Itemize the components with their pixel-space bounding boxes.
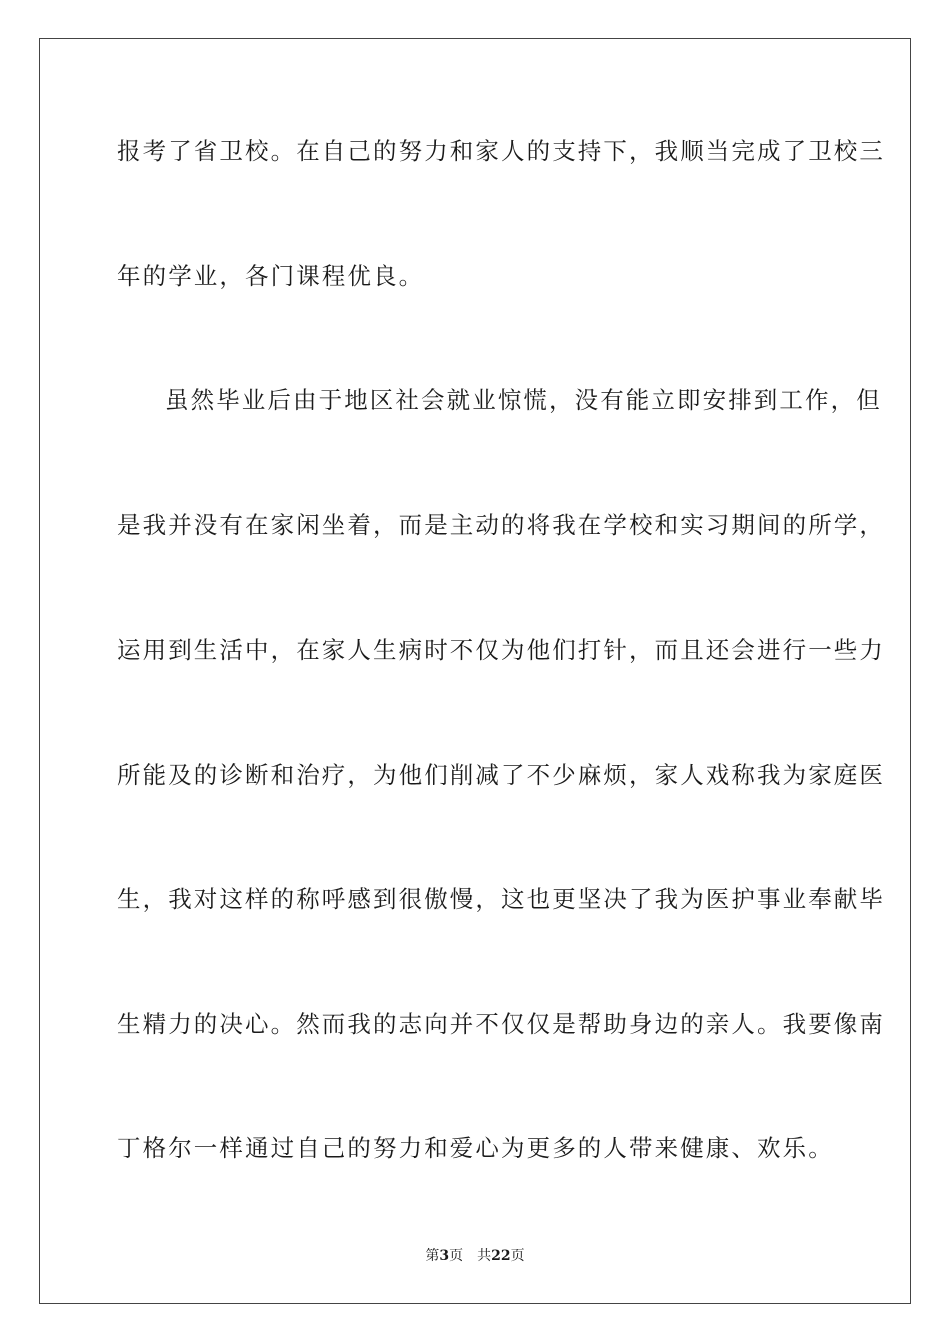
page-footer: [0, 1246, 950, 1266]
body-line-6: 所能及的诊断和治疗，为他们削减了不少麻烦，家人戏称我为家庭医: [117, 761, 885, 789]
body-line-5: 运用到生活中，在家人生病时不仅为他们打针，而且还会进行一些力: [117, 636, 885, 664]
page-prefix: 第: [425, 1248, 440, 1264]
body-line-1: 报考了省卫校。在自己的努力和家人的支持下，我顺当完成了卫校三: [117, 137, 885, 165]
total-pages: 22: [491, 1248, 511, 1264]
body-line-7: 生，我对这样的称呼感到很傲慢，这也更坚决了我为医护事业奉献毕: [117, 885, 885, 913]
body-line-4: 是我并没有在家闲坐着，而是主动的将我在学校和实习期间的所学，: [117, 511, 885, 539]
page-border: [39, 38, 911, 1304]
body-line-8: 生精力的决心。然而我的志向并不仅仅是帮助身边的亲人。我要像南: [117, 1010, 885, 1038]
total-prefix: 共: [477, 1248, 492, 1264]
body-line-2: 年的学业，各门课程优良。: [117, 262, 425, 290]
total-suffix: 页: [510, 1248, 525, 1264]
body-line-9: 丁格尔一样通过自己的努力和爱心为更多的人带来健康、欢乐。: [117, 1134, 834, 1162]
page-suffix: 页: [449, 1248, 464, 1264]
page-number: 3: [439, 1248, 450, 1264]
paragraph-2-line-1: 虽然毕业后由于地区社会就业惊慌，没有能立即安排到工作，但: [165, 386, 882, 414]
